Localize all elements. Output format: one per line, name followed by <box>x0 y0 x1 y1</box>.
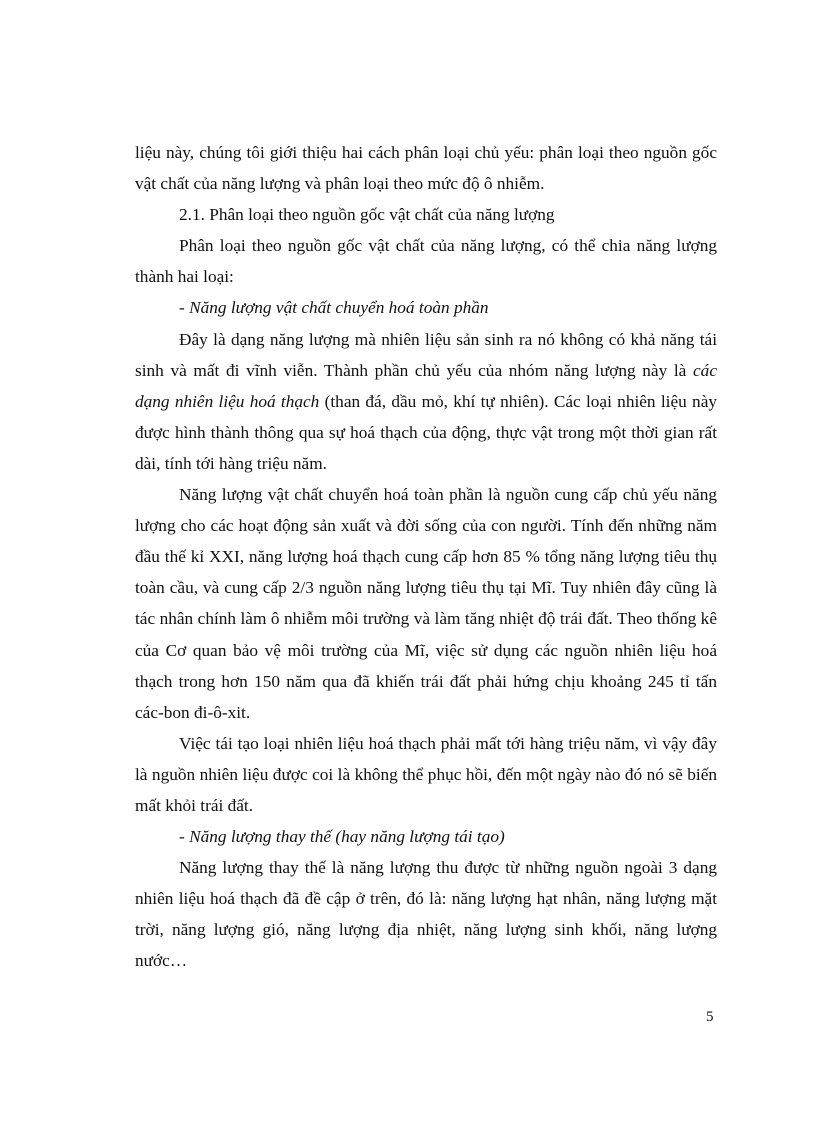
paragraph-definition-end: (than đá, dầu mỏ, khí tự nhiên). Các loại nhiên liệu này được hình thành thông qua sự hoá thạch của động, thực vật trong một thời gian rất dài, tính tới hàng triệu năm. <box>135 391 718 473</box>
paragraph-continuation: liệu này, chúng tôi giới thiệu hai cách phân loại chủ yếu: phân loại theo nguồn gốc vật chất của năng lượng và phân loại theo mức độ ô nhiễm. <box>135 143 717 194</box>
subheading-full-conversion: - Năng lượng vật chất chuyển hoá toàn phần <box>179 298 489 318</box>
paragraph-regeneration: Việc tái tạo loại nhiên liệu hoá thạch phải mất tới hàng triệu năm, vì vậy đây là nguồn nhiên liệu được coi là không thể phục hồi, đến một ngày nào đó nó sẽ biến mất khỏi trái đất. <box>135 733 717 815</box>
page-number: 5 <box>706 1009 714 1025</box>
body-text <box>135 137 717 977</box>
subheading-renewable: - Năng lượng thay thế (hay năng lượng tái tạo) <box>179 827 505 847</box>
section-heading: 2.1. Phân loại theo nguồn gốc vật chất của năng lượng <box>179 205 555 225</box>
paragraph-alternative: Năng lượng thay thế là năng lượng thu được từ những nguồn ngoài 3 dạng nhiên liệu hoá thạch đã đề cập ở trên, đó là: năng lượng hạt nhân, năng lượng mặt trời, năng lượng gió, năng lượng địa nhiệt, năng lượng sinh khối, năng lượng nước… <box>135 858 717 971</box>
paragraph-main-source: Năng lượng vật chất chuyển hoá toàn phần là nguồn cung cấp chủ yếu năng lượng cho các hoạt động sản xuất và đời sống của con người. Tính đến những năm đầu thế kỉ XXI, năng lượng hoá thạch cung cấp hơn 85 % tổng năng lượng tiêu thụ toàn cầu, và cung cấp 2/3 nguồn năng lượng tiêu thụ tại Mĩ. Tuy nhiên đây cũng là tác nhân chính làm ô nhiễm môi trường và làm tăng nhiệt độ trái đất. Theo thống kê của Cơ quan bảo vệ môi trường của Mĩ, việc sử dụng các nguồn nhiên liệu hoá thạch trong hơn 150 năm qua đã khiến trái đất phải hứng chịu khoảng 245 tỉ tấn các-bon đi-ô-xit. <box>135 485 717 722</box>
paragraph-intro: Phân loại theo nguồn gốc vật chất của năng lượng, có thể chia năng lượng thành hai loại: <box>135 236 717 287</box>
emphasis-fossil-fuels: các dạng nhiên liệu hoá thạch <box>135 360 717 411</box>
paragraph-definition-start: Đây là dạng năng lượng mà nhiên liệu sản sinh ra nó không có khả năng tái sinh và mất đi vĩnh viễn. Thành phần chủ yếu của nhóm năng lượng này là <box>135 329 717 380</box>
paragraph-definition <box>135 324 717 479</box>
